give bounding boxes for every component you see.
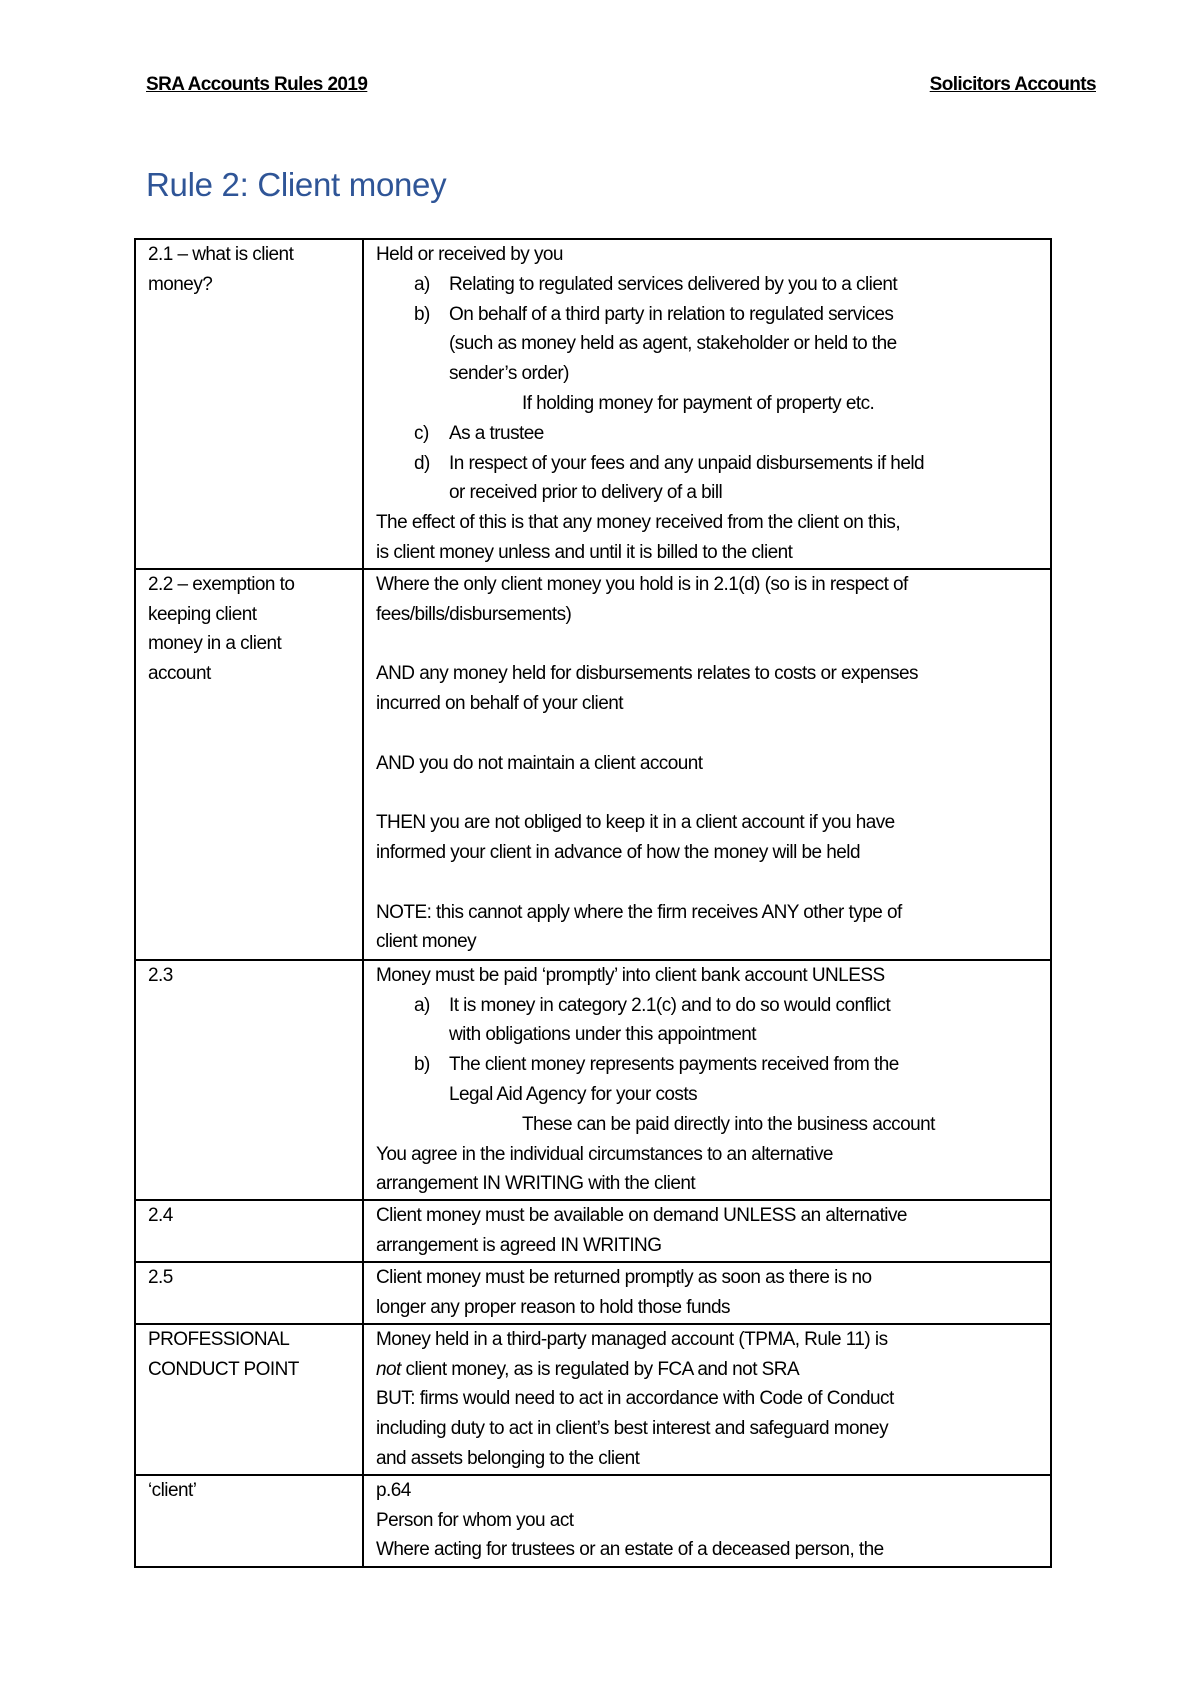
rule-label-line: money in a client — [148, 633, 282, 655]
list-item — [376, 1050, 1050, 1080]
list-item-continuation — [376, 329, 1050, 359]
rule-label-line: 2.4 — [148, 1205, 173, 1227]
blank-line — [376, 868, 1050, 898]
blank-line — [376, 778, 1050, 808]
content-line: Money must be paid ‘promptly’ into client bank account UNLESS — [376, 964, 885, 986]
content-line: including duty to act in client’s best interest and safeguard money — [376, 1418, 889, 1440]
list-marker: a) — [414, 273, 430, 295]
rule-content-cell — [363, 1262, 1051, 1324]
rule-label-line: PROFESSIONAL — [148, 1328, 290, 1350]
list-text: Legal Aid Agency for your costs — [449, 1083, 698, 1105]
content-line: BUT: firms would need to act in accordance with Code of Conduct — [376, 1388, 894, 1410]
list-text: These can be paid directly into the business account — [522, 1113, 935, 1135]
rule-label-line: money? — [148, 273, 213, 295]
list-text: If holding money for payment of property etc. — [522, 392, 875, 414]
table-row — [135, 1324, 1051, 1475]
content-line: arrangement is agreed IN WRITING — [376, 1234, 662, 1256]
blank-line — [376, 719, 1050, 749]
rule-content-cell — [363, 1475, 1051, 1567]
table-row — [135, 1475, 1051, 1567]
list-item — [376, 991, 1050, 1021]
rule-label-line: 2.3 — [148, 964, 173, 986]
blank-line — [376, 629, 1050, 659]
content-line: informed your client in advance of how the money will be held — [376, 841, 860, 863]
content-line: p.64 — [376, 1479, 411, 1501]
list-item — [376, 270, 1050, 300]
content-line — [376, 1355, 1050, 1385]
rule-label-cell — [135, 239, 363, 569]
rule-label-line: account — [148, 663, 211, 685]
content-line: Client money must be returned promptly as soon as there is no — [376, 1266, 872, 1288]
content-line: THEN you are not obliged to keep it in a client account if you have — [376, 812, 895, 834]
content-line: Person for whom you act — [376, 1509, 574, 1531]
content-line: longer any proper reason to hold those funds — [376, 1296, 730, 1318]
content-line: Where acting for trustees or an estate of a deceased person, the — [376, 1539, 884, 1561]
rule-label-cell — [135, 1324, 363, 1475]
rule-label-line: 2.2 – exemption to — [148, 573, 295, 595]
content-line: fees/bills/disbursements) — [376, 603, 572, 625]
list-item — [376, 300, 1050, 330]
content-line: and assets belonging to the client — [376, 1447, 640, 1469]
content-line: Money held in a third-party managed account (TPMA, Rule 11) is — [376, 1328, 888, 1350]
rule-content-cell — [363, 1324, 1051, 1475]
rule-label-line: 2.5 — [148, 1266, 173, 1288]
list-text: (such as money held as agent, stakeholder or held to the — [449, 333, 897, 355]
list-text: On behalf of a third party in relation to regulated services — [449, 303, 894, 325]
table-row — [135, 239, 1051, 569]
italic-text: not — [376, 1358, 401, 1380]
rules-table — [134, 238, 1052, 1568]
content-line: is client money unless and until it is billed to the client — [376, 541, 793, 563]
rule-content-cell — [363, 1200, 1051, 1262]
content-line: client money — [376, 931, 477, 953]
rule-label-line: keeping client — [148, 603, 257, 625]
content-line: AND you do not maintain a client account — [376, 752, 703, 774]
content-line: NOTE: this cannot apply where the firm receives ANY other type of — [376, 901, 902, 923]
rule-label-line: CONDUCT POINT — [148, 1358, 299, 1380]
list-item — [376, 419, 1050, 449]
table-row — [135, 960, 1051, 1200]
list-item-continuation — [376, 359, 1050, 389]
list-text: Relating to regulated services delivered by you to a client — [449, 273, 898, 295]
list-text: As a trustee — [449, 422, 544, 444]
content-line: arrangement IN WRITING with the client — [376, 1173, 696, 1195]
content-line: Where the only client money you hold is in 2.1(d) (so is in respect of — [376, 573, 908, 595]
indented-note — [376, 1110, 1050, 1140]
header-left-title: SRA Accounts Rules 2019 — [146, 74, 368, 95]
rule-label-cell — [135, 1475, 363, 1567]
list-marker: a) — [414, 994, 430, 1016]
list-item-continuation — [376, 1020, 1050, 1050]
list-text: with obligations under this appointment — [449, 1024, 757, 1046]
list-text: In respect of your fees and any unpaid disbursements if held — [449, 452, 925, 474]
content-line: Client money must be available on demand UNLESS an alternative — [376, 1205, 907, 1227]
rule-content-cell — [363, 239, 1051, 569]
list-text: or received prior to delivery of a bill — [449, 482, 723, 504]
list-marker: c) — [414, 422, 429, 444]
rule-label-cell — [135, 1262, 363, 1324]
content-line: The effect of this is that any money received from the client on this, — [376, 512, 901, 534]
content-line: incurred on behalf of your client — [376, 692, 623, 714]
rule-label-cell — [135, 569, 363, 960]
list-item-continuation — [376, 478, 1050, 508]
indented-note — [376, 389, 1050, 419]
rule-content-cell — [363, 960, 1051, 1200]
table-row — [135, 569, 1051, 960]
rule-label-line: ‘client’ — [148, 1479, 197, 1501]
list-text: sender’s order) — [449, 363, 569, 385]
table-row — [135, 1200, 1051, 1262]
content-line: AND any money held for disbursements relates to costs or expenses — [376, 663, 918, 685]
rule-label-cell — [135, 960, 363, 1200]
list-text: It is money in category 2.1(c) and to do so would conflict — [449, 994, 891, 1016]
list-item-continuation — [376, 1080, 1050, 1110]
content-line: Held or received by you — [376, 244, 563, 265]
content-line: You agree in the individual circumstances to an alternative — [376, 1143, 833, 1165]
list-marker: b) — [414, 303, 430, 325]
rule-label-cell — [135, 1200, 363, 1262]
list-item — [376, 449, 1050, 479]
table-row — [135, 1262, 1051, 1324]
header-right-title: Solicitors Accounts — [929, 74, 1096, 95]
content-text: client money, as is regulated by FCA and not SRA — [400, 1358, 800, 1380]
list-marker: b) — [414, 1054, 430, 1076]
list-marker: d) — [414, 452, 430, 474]
rule-content-cell — [363, 569, 1051, 960]
page-title: Rule 2: Client money — [146, 166, 447, 203]
rule-label-line: 2.1 – what is client — [148, 244, 294, 265]
list-text: The client money represents payments received from the — [449, 1054, 899, 1076]
